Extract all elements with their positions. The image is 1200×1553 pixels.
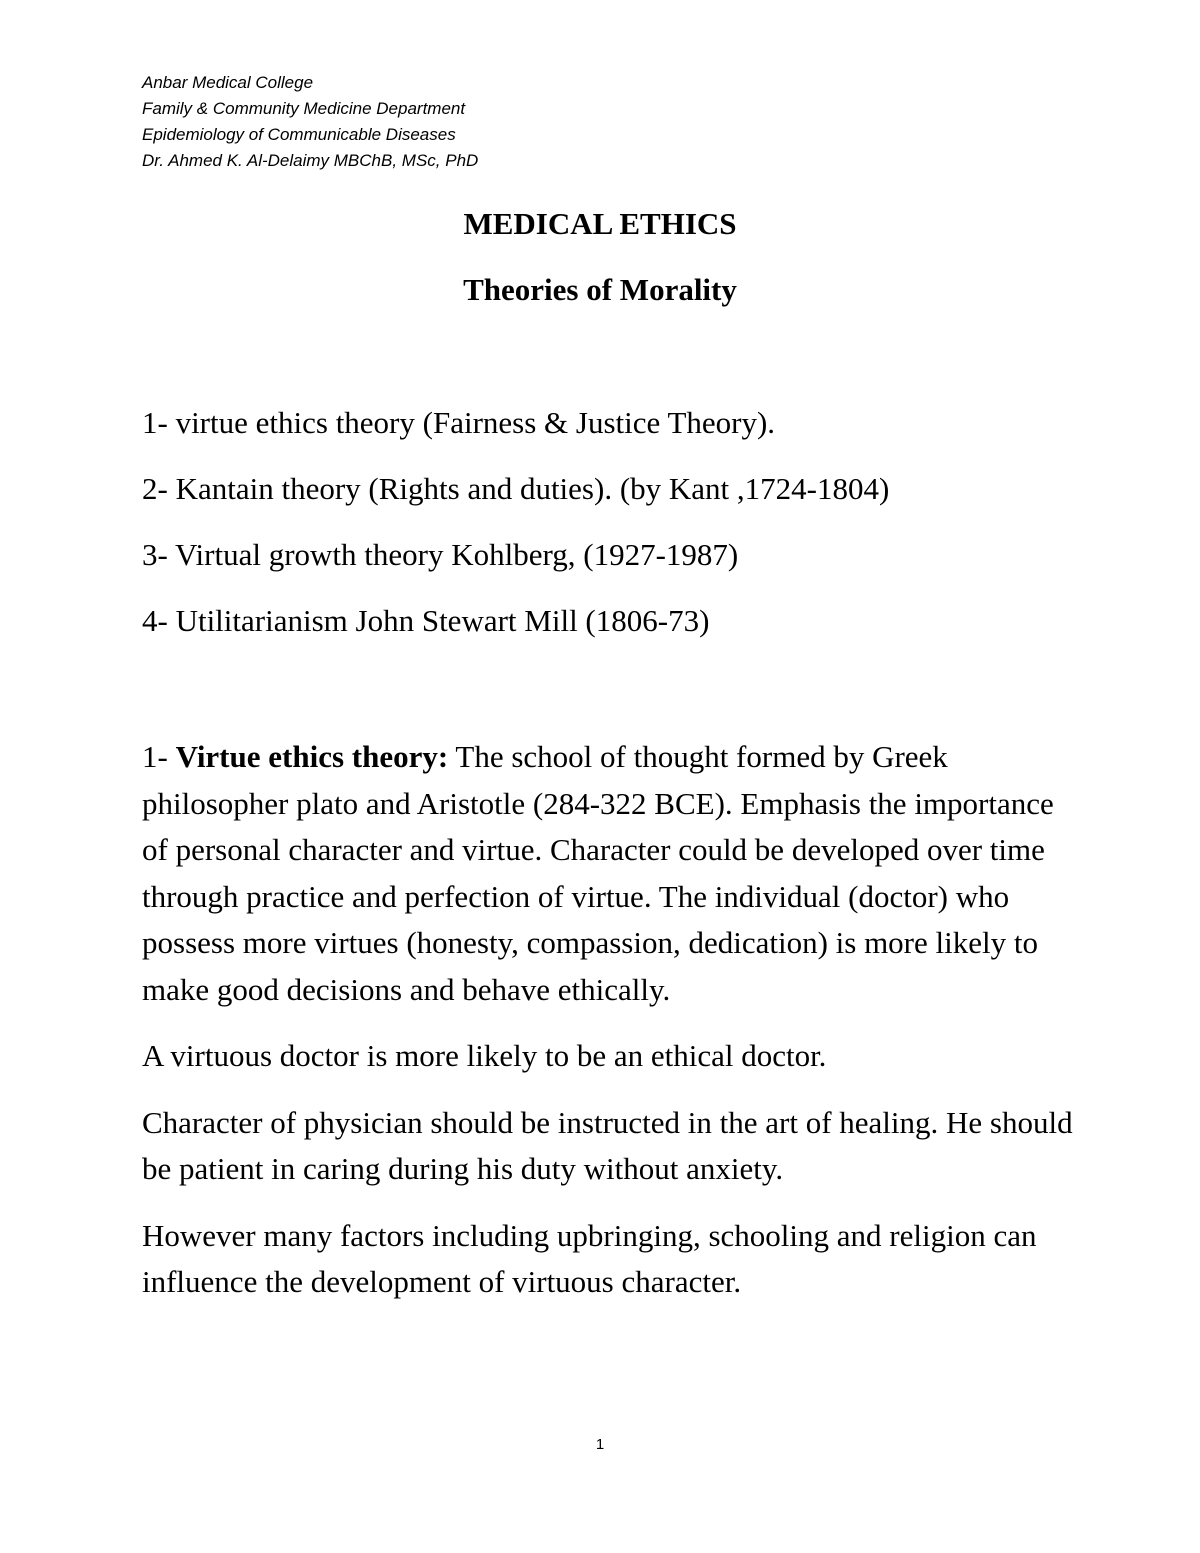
list-item: 3- Virtual growth theory Kohlberg, (1927-1987) [142, 537, 739, 572]
header-course: Epidemiology of Communicable Diseases [142, 125, 456, 144]
list-item: 2- Kantain theory (Rights and duties). (by Kant ,1724-1804) [142, 471, 890, 506]
header-department: Family & Community Medicine Department [142, 99, 466, 118]
page-subtitle: Theories of Morality [463, 272, 737, 307]
section-heading: Virtue ethics theory: [175, 739, 449, 774]
theories-list [142, 405, 1102, 669]
section-virtue-ethics [142, 734, 1082, 1326]
header-college: Anbar Medical College [142, 73, 314, 92]
section-paragraph-3: Character of physician should be instructed in the art of healing. He should be patient in caring during his duty without anxiety. [142, 1104, 1073, 1186]
section-paragraph-1 [142, 734, 1082, 1013]
page-number: 1 [595, 1436, 605, 1453]
section-text: The school of thought formed by Greek philosopher plato and Aristotle (284-322 BCE). Emphasis the importance of personal character and virtue. Character could be developed over time through practice and perfection of virtue. The individual (doctor) who possess more virtues (honesty, compassion, dedication) is more likely to make good decisions and behave ethically. [142, 739, 1054, 1007]
header-author: Dr. Ahmed K. Al-Delaimy MBChB, MSc, PhD [142, 151, 479, 170]
document-header [142, 70, 478, 174]
list-item: 1- virtue ethics theory (Fairness & Justice Theory). [142, 405, 776, 440]
section-number: 1- [142, 739, 176, 774]
section-paragraph-2: A virtuous doctor is more likely to be an ethical doctor. [142, 1038, 827, 1073]
section-paragraph-4: However many factors including upbringing, schooling and religion can influence the development of virtuous character. [142, 1217, 1037, 1299]
page-title: MEDICAL ETHICS [463, 206, 737, 241]
list-item: 4- Utilitarianism John Stewart Mill (1806-73) [142, 603, 710, 638]
